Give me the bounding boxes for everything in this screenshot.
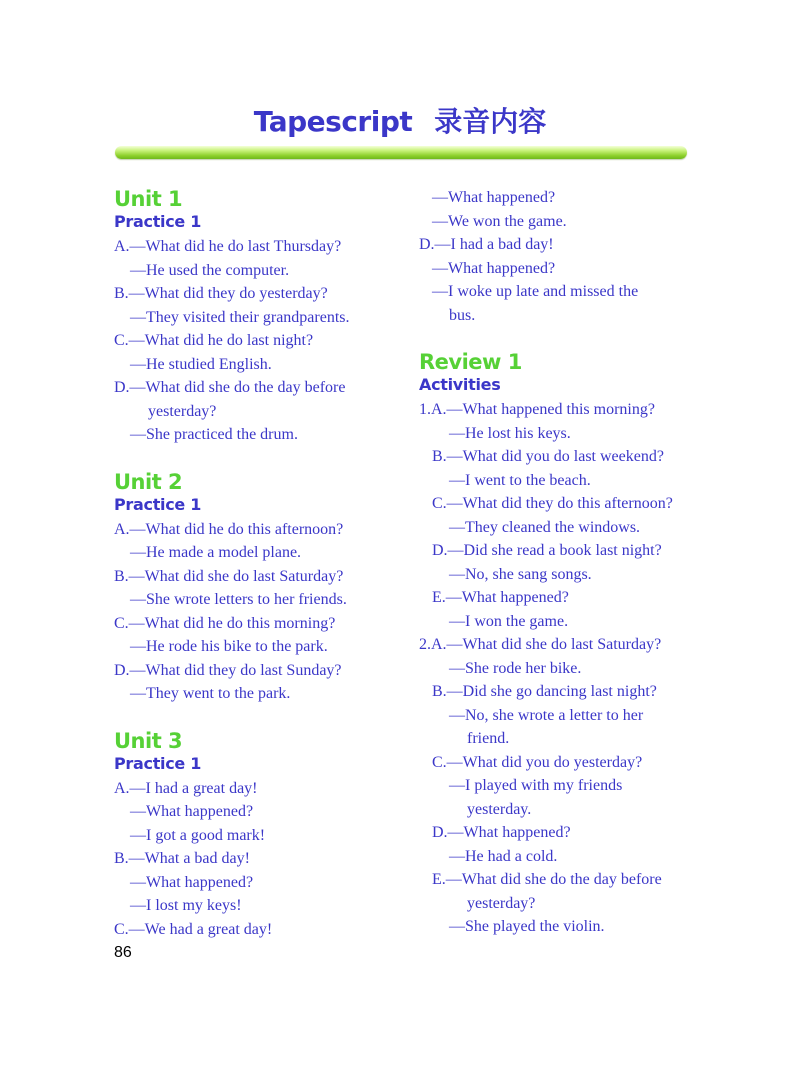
script-line: yesterday? (467, 894, 536, 912)
page-title (0, 100, 800, 140)
left-column (114, 186, 386, 941)
unit-3-subheading: Practice 1 (114, 753, 202, 773)
script-line: —I woke up late and missed the (432, 283, 639, 300)
script-line: —He made a model plane. (130, 544, 302, 561)
script-line: —I played with my friends (449, 777, 623, 794)
unit-1-heading: Unit 1 (114, 187, 183, 211)
script-line: C.—What did they do this afternoon? (432, 495, 673, 512)
script-line: D.—What happened? (432, 824, 571, 841)
script-line: —They visited their grandparents. (130, 308, 350, 326)
script-line: B.—What did you do last weekend? (432, 448, 664, 465)
script-line: —They went to the park. (130, 685, 291, 702)
unit-2-heading: Unit 2 (114, 469, 183, 494)
script-line: —He rode his bike to the park. (130, 638, 328, 655)
script-line: D.—Did she read a book last night? (432, 542, 662, 559)
script-line: B.—What did she do last Saturday? (114, 567, 344, 585)
script-line: friend. (467, 730, 510, 747)
script-line: —What happened? (432, 259, 556, 277)
title-chinese: 录音内容 (434, 105, 547, 138)
script-line: —What happened? (432, 189, 556, 206)
script-line: 1.A.—What happened this morning? (419, 401, 655, 418)
script-line: B.—Did she go dancing last night? (432, 683, 657, 700)
unit-2-subheading: Practice 1 (114, 494, 202, 514)
script-line: —I won the game. (449, 612, 569, 630)
title-english: Tapescript (253, 105, 413, 138)
script-line: —She rode her bike. (449, 659, 582, 677)
script-line: —She practiced the drum. (130, 426, 298, 443)
script-line: —No, she wrote a letter to her (449, 706, 644, 724)
script-line: —I lost my keys! (130, 897, 242, 914)
script-line: —I went to the beach. (449, 471, 591, 489)
unit-3-heading: Unit 3 (114, 728, 183, 753)
script-line: D.—What did she do the day before (114, 379, 346, 396)
script-line: —She wrote letters to her friends. (130, 591, 347, 608)
script-line: —I got a good mark! (130, 826, 266, 844)
script-line: yesterday. (467, 800, 532, 818)
title-divider-bar (115, 146, 687, 159)
script-line: C.—We had a great day! (114, 920, 273, 938)
script-line: D.—What did they do last Sunday? (114, 661, 342, 679)
script-line: E.—What did she do the day before (432, 871, 662, 888)
script-line: —He lost his keys. (449, 424, 571, 442)
script-line: —What happened? (130, 873, 254, 891)
script-line: D.—I had a bad day! (419, 236, 554, 253)
script-line: C.—What did you do yesterday? (432, 753, 643, 771)
page-number: 86 (114, 944, 132, 961)
script-line: A.—I had a great day! (114, 779, 258, 797)
script-line: —No, she sang songs. (449, 565, 592, 583)
script-line: E.—What happened? (432, 589, 569, 606)
script-line: —What happened? (130, 803, 254, 820)
review-1-heading: Review 1 (419, 350, 522, 374)
script-line: A.—What did he do last Thursday? (114, 238, 342, 255)
right-column (419, 186, 691, 939)
script-line: bus. (449, 306, 476, 324)
script-line: —He had a cold. (449, 847, 558, 865)
unit-1-subheading: Practice 1 (114, 212, 202, 231)
script-line: —He used the computer. (130, 261, 290, 279)
script-line: 2.A.—What did she do last Saturday? (419, 636, 662, 653)
script-line: —We won the game. (432, 212, 567, 230)
script-line: C.—What did he do this morning? (114, 614, 336, 632)
script-line: —She played the violin. (449, 918, 605, 935)
script-line: —He studied English. (130, 355, 272, 373)
script-line: B.—What did they do yesterday? (114, 285, 328, 302)
review-1-subheading: Activities (419, 375, 501, 394)
script-line: B.—What a bad day! (114, 850, 250, 867)
script-line: C.—What did he do last night? (114, 332, 314, 349)
script-line: A.—What did he do this afternoon? (114, 520, 344, 538)
script-line: yesterday? (148, 402, 217, 420)
script-line: —They cleaned the windows. (449, 518, 641, 536)
